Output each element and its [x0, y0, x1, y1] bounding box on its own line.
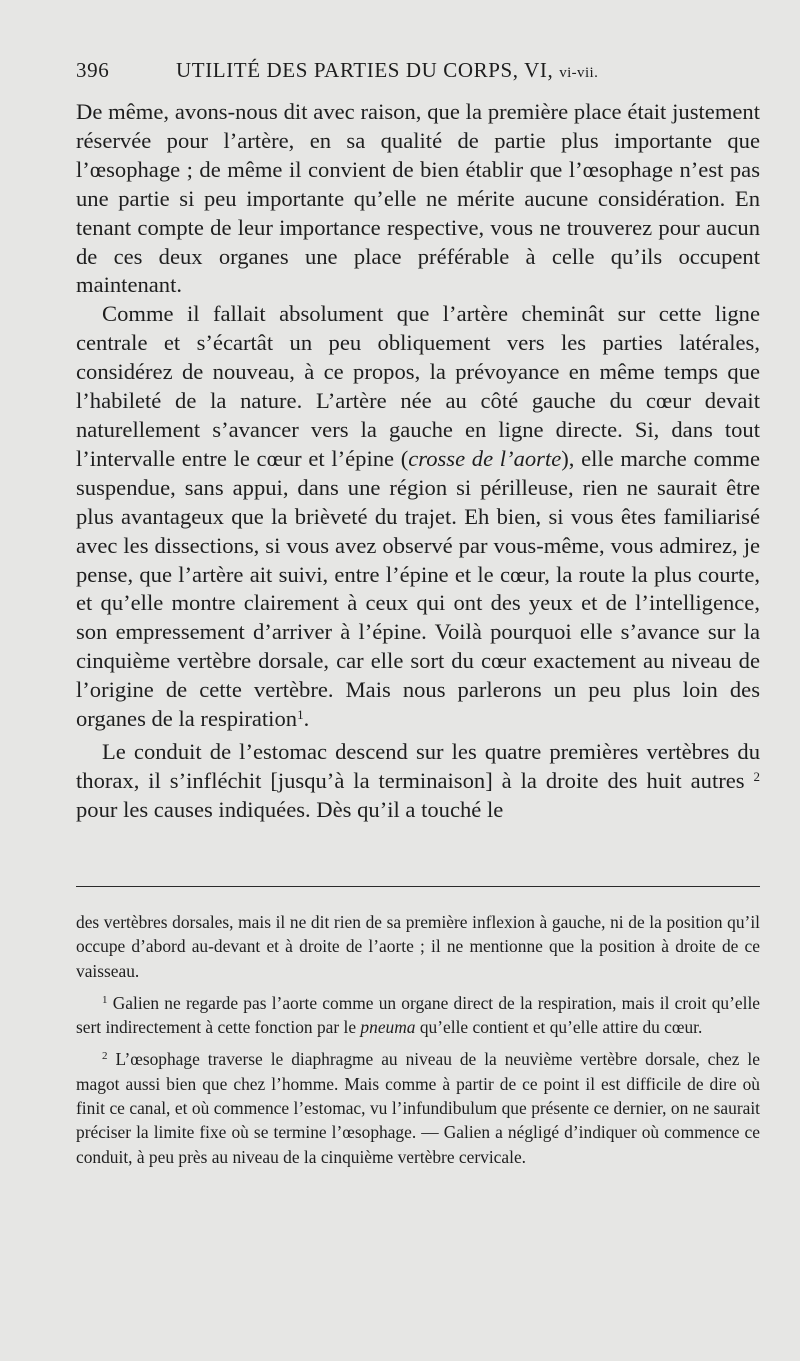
page-number: 396: [76, 58, 110, 82]
paragraph-1: De même, avons-nous dit avec raison, que la première place était justement réservée pour l’artère, en sa qualité de partie plus importante que l’œsophage ; de même il convient de bien établir que l’œsophage n’est pas une partie si peu importante qu’elle ne mérite aucune considération. En tenant compte de leur importance respective, vous ne trouverez pour aucun de ces deux organes une place préférable à celle qu’ils occupent maintenant.: [76, 99, 760, 298]
footnote-2-text: L’œsophage traverse le diaphragme au niveau de la neuvième vertèbre dorsale, chez le magot aussi bien que chez l’homme. Mais comme à partir de ce point il est difficile de dire où finit ce canal, et où commence l’estomac, vu l’infundibulum que présente ce dernier, on ne saurait préciser la limite fixe où se termine l’œsophage. — Galien a négligé d’indiquer où commence ce conduit, à peu près au niveau de la cinquième vertèbre cervicale.: [76, 1049, 760, 1167]
paragraph-3-text-b: pour les causes indiquées. Dès qu’il a touché le: [76, 796, 504, 822]
paragraph-2-italic: crosse de l’aorte: [408, 445, 562, 471]
paragraph-3: [76, 738, 760, 825]
paragraph-2-text-a: Comme il fallait absolument que l’artère cheminât sur cette ligne centrale et s’écartât un peu obliquement vers les parties latérales, considérez de nouveau, à ce propos, la prévoyance en même temps que l’habileté de la nature. L’artère née au côté gauche du cœur devait naturellement s’avancer vers la gauche en ligne directe. Si, dans tout l’intervalle entre le cœur et l’épine (: [76, 301, 760, 471]
paragraph-3-text-a: Le conduit de l’estomac descend sur les quatre premières vertèbres du thorax, il s’infléchit [jusqu’à la terminaison] à la droite des huit autres: [76, 738, 760, 793]
footnote-2: [76, 1047, 760, 1168]
running-title-text: UTILITÉ DES PARTIES DU CORPS, VI,: [176, 58, 554, 82]
paragraph-2: [76, 300, 760, 734]
footnote-1-italic: pneuma: [360, 1017, 416, 1038]
footnote-1-text-a: Galien ne regarde pas l’aorte comme un organe direct de la respiration, mais il croit qu’elle sert indirectement à cette fonction par le: [76, 992, 760, 1038]
footnote-1-marker: 1: [102, 993, 108, 1006]
footnote-ref-1: 1: [297, 707, 304, 723]
chapter-reference: vi-vii.: [559, 65, 599, 81]
footnote-ref-2: 2: [753, 768, 760, 784]
footnote-2-marker: 2: [102, 1050, 108, 1063]
paragraph-2-end: .: [303, 706, 310, 732]
footnote-continuation: des vertèbres dorsales, mais il ne dit rien de sa première inflexion à gauche, ni de la position qu’il occupe d’abord au-devant et à droite de l’aorte ; il ne mentionne que la position à droite de ce vaisseau.: [76, 912, 760, 981]
main-text: [76, 98, 760, 825]
running-title: [176, 58, 598, 83]
paragraph-2-text-b: ), elle marche comme suspendue, sans appui, dans une région si périlleuse, rien ne saurait être plus avantageux que la brièveté du trajet. Eh bien, si vous êtes familiarisé avec les dissections, si vous avez observé par vous-même, vous admirez, je pense, que l’artère ait suivi, entre l’épine et le cœur, la route la plus courte, et qu’elle montre clairement à ceux qui ont des yeux et de l’intelligence, son empressement d’arriver à l’épine. Voilà pourquoi elle s’avance sur la cinquième vertèbre dorsale, car elle sort du cœur exactement au niveau de l’origine de cette vertèbre. Mais nous parlerons un peu plus loin des organes de la respiration: [76, 445, 760, 732]
footnote-1: [76, 991, 760, 1040]
footnote-rule: [76, 886, 760, 887]
footnotes: [76, 910, 760, 1169]
footnote-1-text-b: qu’elle contient et qu’elle attire du cœur.: [419, 1017, 703, 1038]
running-header: [76, 58, 766, 88]
